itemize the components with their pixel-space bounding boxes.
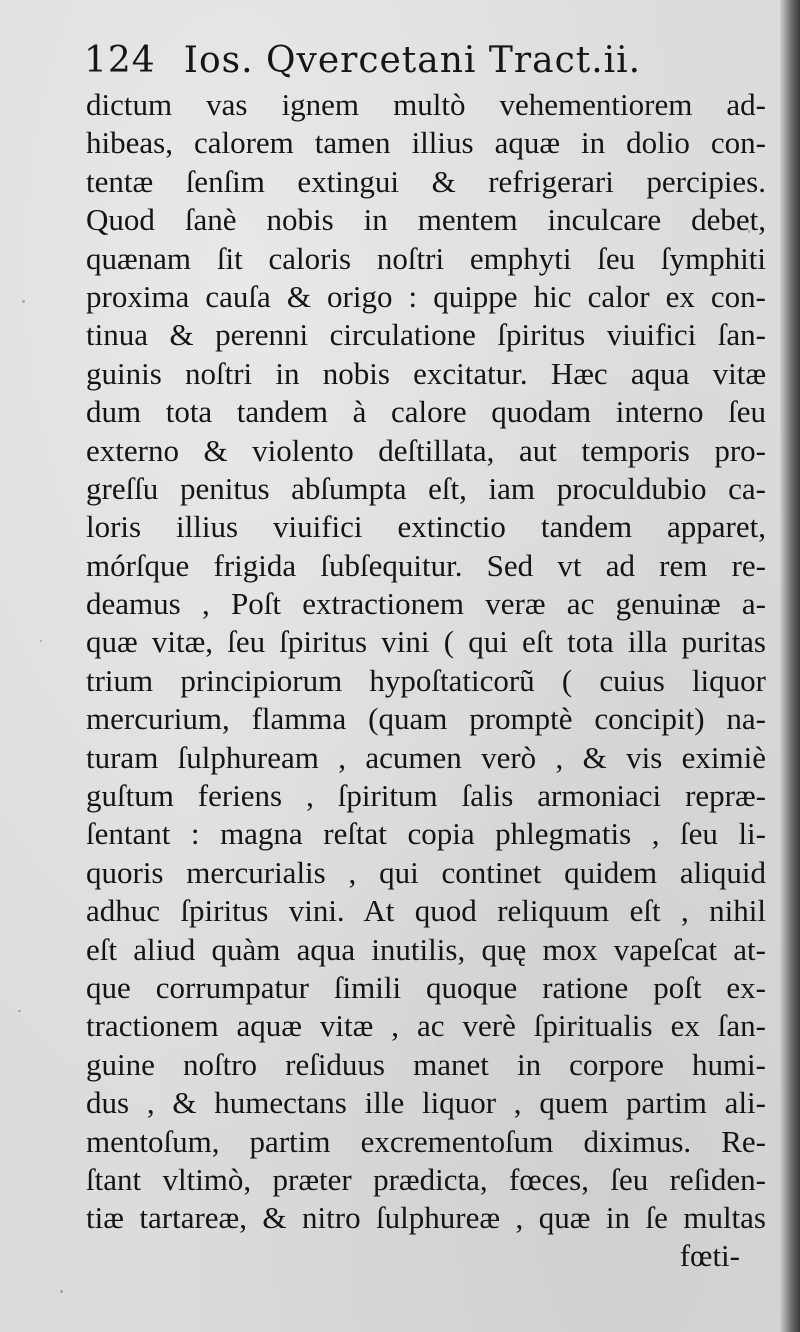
text-line: adhuc ſpiritus vini. At quod reliquum eſt , nihil [86,893,766,929]
catchword: fœti- [679,1238,740,1273]
text-line: tentæ ſenſim extingui & refrigerari percipies. [86,163,766,199]
text-line: turam ſulphuream , acumen verò , & vis eximiè [86,739,766,775]
text-line: tinua & perenni circulatione ſpiritus viuifici ſan- [86,317,766,353]
paper-speck [60,1290,63,1293]
text-line: Quod ſanè nobis in mentem inculcare debet, [86,202,766,238]
text-line: externo & violento deſtillata, aut temporis pro- [86,432,766,468]
text-line: greſſu penitus abſumpta eſt, iam proculdubio ca- [86,470,766,506]
text-line: hibeas, calorem tamen illius aquæ in dolio con- [86,125,766,161]
running-head [84,40,704,84]
text-line: deamus , Poſt extractionem veræ ac genuinæ a- [86,586,766,622]
text-line: guſtum feriens , ſpiritum ſalis armoniaci repræ- [86,778,766,814]
text-line: quoris mercurialis , qui continet quidem aliquid [86,854,766,890]
body-text [86,86,766,1238]
text-line: ſtant vltimò, præter prædicta, fœces, ſeu reſiden- [86,1161,766,1197]
text-line: trium principiorum hypoſtaticorũ ( cuius liquor [86,662,766,698]
text-line: que corrumpatur ſimili quoque ratione poſt ex- [86,969,766,1005]
text-line: dum tota tandem à calore quodam interno ſeu [86,394,766,430]
text-line: mentoſum, partim excrementoſum diximus. Re- [86,1123,766,1159]
running-title: Ios. Qvercetani Tract.ii. [183,40,642,81]
text-line: guinis noſtri in nobis excitatur. Hæc aqua vitæ [86,355,766,391]
text-line: eſt aliud quàm aqua inutilis, quę mox vapeſcat at- [86,931,766,967]
text-line: loris illius viuifici extinctio tandem apparet, [86,509,766,545]
page-number: 124 [84,40,156,81]
text-line: tiæ tartareæ, & nitro ſulphureæ , quæ in ſe multas [86,1200,766,1236]
text-line: dictum vas ignem multò vehementiorem ad- [86,87,766,122]
paper-speck [22,300,25,303]
text-line: quæ vitæ, ſeu ſpiritus vini ( qui eſt tota illa puritas [86,624,766,660]
paper-speck [40,640,42,642]
text-line: mórſque frigida ſubſequitur. Sed vt ad rem re- [86,547,766,583]
page-edge-shadow [780,0,800,1332]
text-line: dus , & humectans ille liquor , quem partim ali- [86,1085,766,1121]
paper-speck [18,1010,21,1012]
text-line: quænam ſit caloris noſtri emphyti ſeu ſymphiti [86,240,766,276]
paper-speck [748,230,750,233]
text-line: proxima cauſa & origo : quippe hic calor ex con- [86,278,766,314]
text-line: ſentant : magna reſtat copia phlegmatis , ſeu li- [86,816,766,852]
text-line: guine noſtro reſiduus manet in corpore humi- [86,1046,766,1082]
text-line: tractionem aquæ vitæ , ac verè ſpiritualis ex ſan- [86,1008,766,1044]
text-line: mercurium, flamma (quam promptè concipit) na- [86,701,766,737]
